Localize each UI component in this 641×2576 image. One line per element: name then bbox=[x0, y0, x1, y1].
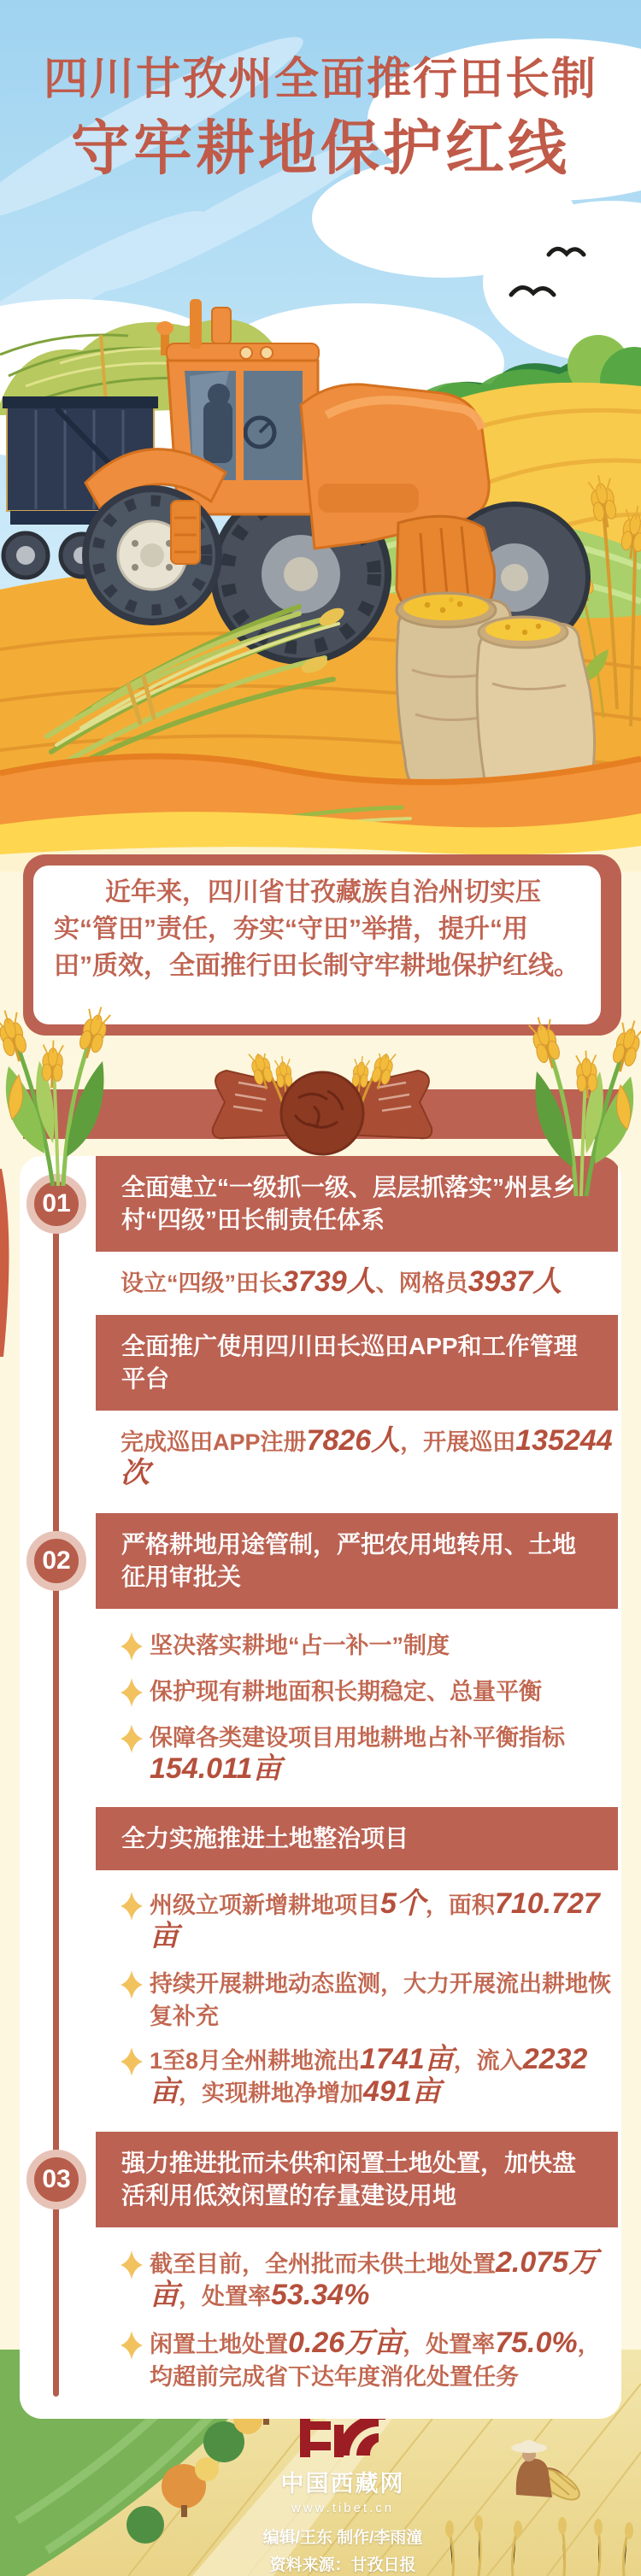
bullet-item bbox=[121, 2045, 618, 2110]
section-number-badge: 01 bbox=[26, 1174, 86, 1234]
section-heading bbox=[96, 1807, 618, 1870]
content-card bbox=[20, 1156, 621, 2419]
section-heading-text: 全力实施推进土地整治项目 bbox=[121, 1825, 409, 1851]
bullet-item bbox=[121, 2328, 618, 2393]
sparkle-icon bbox=[121, 2047, 143, 2076]
bullet-item bbox=[121, 2248, 618, 2313]
content-body bbox=[20, 1156, 621, 2419]
bullet-text: 1至8月全州耕地流出1741亩，流入2232亩，实现耕地净增加491亩 bbox=[150, 2043, 588, 2108]
section-number-badge: 03 bbox=[26, 2150, 86, 2209]
section-heading-text: 严格耕地用途管制，严把农用地转用、土地征用审批关 bbox=[121, 1531, 577, 1590]
section-heading bbox=[42, 1513, 618, 1609]
hero-section bbox=[0, 0, 641, 871]
site-name: 中国西藏网 bbox=[280, 2471, 405, 2497]
sparkle-icon bbox=[121, 1892, 143, 1921]
sparkle-icon bbox=[121, 1678, 143, 1707]
intro-card-inner bbox=[33, 866, 601, 1024]
poster-title bbox=[0, 53, 641, 183]
section-heading-text: 全面建立“一级抓一级、层层抓落实”州县乡村“四级”田长制责任体系 bbox=[121, 1174, 577, 1233]
bullet-item bbox=[121, 1629, 618, 1662]
sparkle-icon bbox=[121, 1970, 143, 1999]
section-heading-text: 强力推进批而未供和闲置土地处置，加快盘活利用低效闲置的存量建设用地 bbox=[121, 2150, 577, 2209]
bullet-item bbox=[121, 1968, 618, 2033]
bullet-item bbox=[121, 1722, 618, 1787]
stat-line: 设立“四级”田长3739人、网格员3937人 bbox=[121, 1265, 562, 1298]
poster-title-line1: 四川甘孜州全面推行田长制 bbox=[43, 55, 597, 104]
edge-leaf-decor bbox=[0, 1169, 12, 1357]
sparkle-icon bbox=[121, 2331, 143, 2360]
source-line: 资料来源：甘孜日报 bbox=[269, 2556, 416, 2574]
bullet-text: 州级立项新增耕地项目5个，面积710.727亩 bbox=[150, 1887, 600, 1952]
bullet-text: 闲置土地处置0.26万亩，处置率75.0%，均超前完成省下达年度消化处置任务 bbox=[150, 2327, 601, 2390]
wheat-decor-right bbox=[526, 983, 641, 1196]
intro-paragraph: 近年来，四川省甘孜藏族自治州切实压实“管田”责任，夯实“守田”举措，提升“用田”质效，全面推行田长制守牢耕地保护红线。 bbox=[54, 878, 579, 980]
sparkle-icon bbox=[121, 1632, 143, 1661]
poster-title-line2: 守牢耕地保护红线 bbox=[71, 115, 570, 182]
bullet-text: 持续开展耕地动态监测，大力开展流出耕地恢复补充 bbox=[150, 1971, 611, 2029]
bullet-text: 保障各类建设项目用地耕地占补平衡指标154.011亩 bbox=[150, 1725, 565, 1785]
section-number-badge: 02 bbox=[26, 1531, 86, 1591]
credits-line: 编辑/王东 制作/李雨潼 bbox=[262, 2529, 423, 2547]
bullet-text: 截至目前，全州批而未供土地处置2.075万亩，处置率53.34% bbox=[150, 2246, 598, 2311]
sparkle-icon bbox=[121, 1724, 143, 1753]
stat-line: 完成巡田APP注册7826人，开展巡田135244次 bbox=[121, 1424, 613, 1489]
wheat-decor-left bbox=[0, 972, 113, 1186]
section-heading-text: 全面推广使用四川田长巡田APP和工作管理平台 bbox=[121, 1333, 578, 1392]
wreath-knot bbox=[281, 1072, 363, 1154]
sparkle-icon bbox=[121, 2250, 143, 2280]
bullet-item bbox=[121, 1889, 618, 1954]
section-heading bbox=[42, 2132, 618, 2227]
bullet-text: 保护现有耕地面积长期稳定、总量平衡 bbox=[150, 1679, 542, 1705]
site-url: www.tibet.cn bbox=[291, 2501, 395, 2515]
bullet-text: 坚决落实耕地“占一补一”制度 bbox=[150, 1633, 450, 1658]
section-heading bbox=[96, 1315, 618, 1411]
bullet-item bbox=[121, 1675, 618, 1708]
